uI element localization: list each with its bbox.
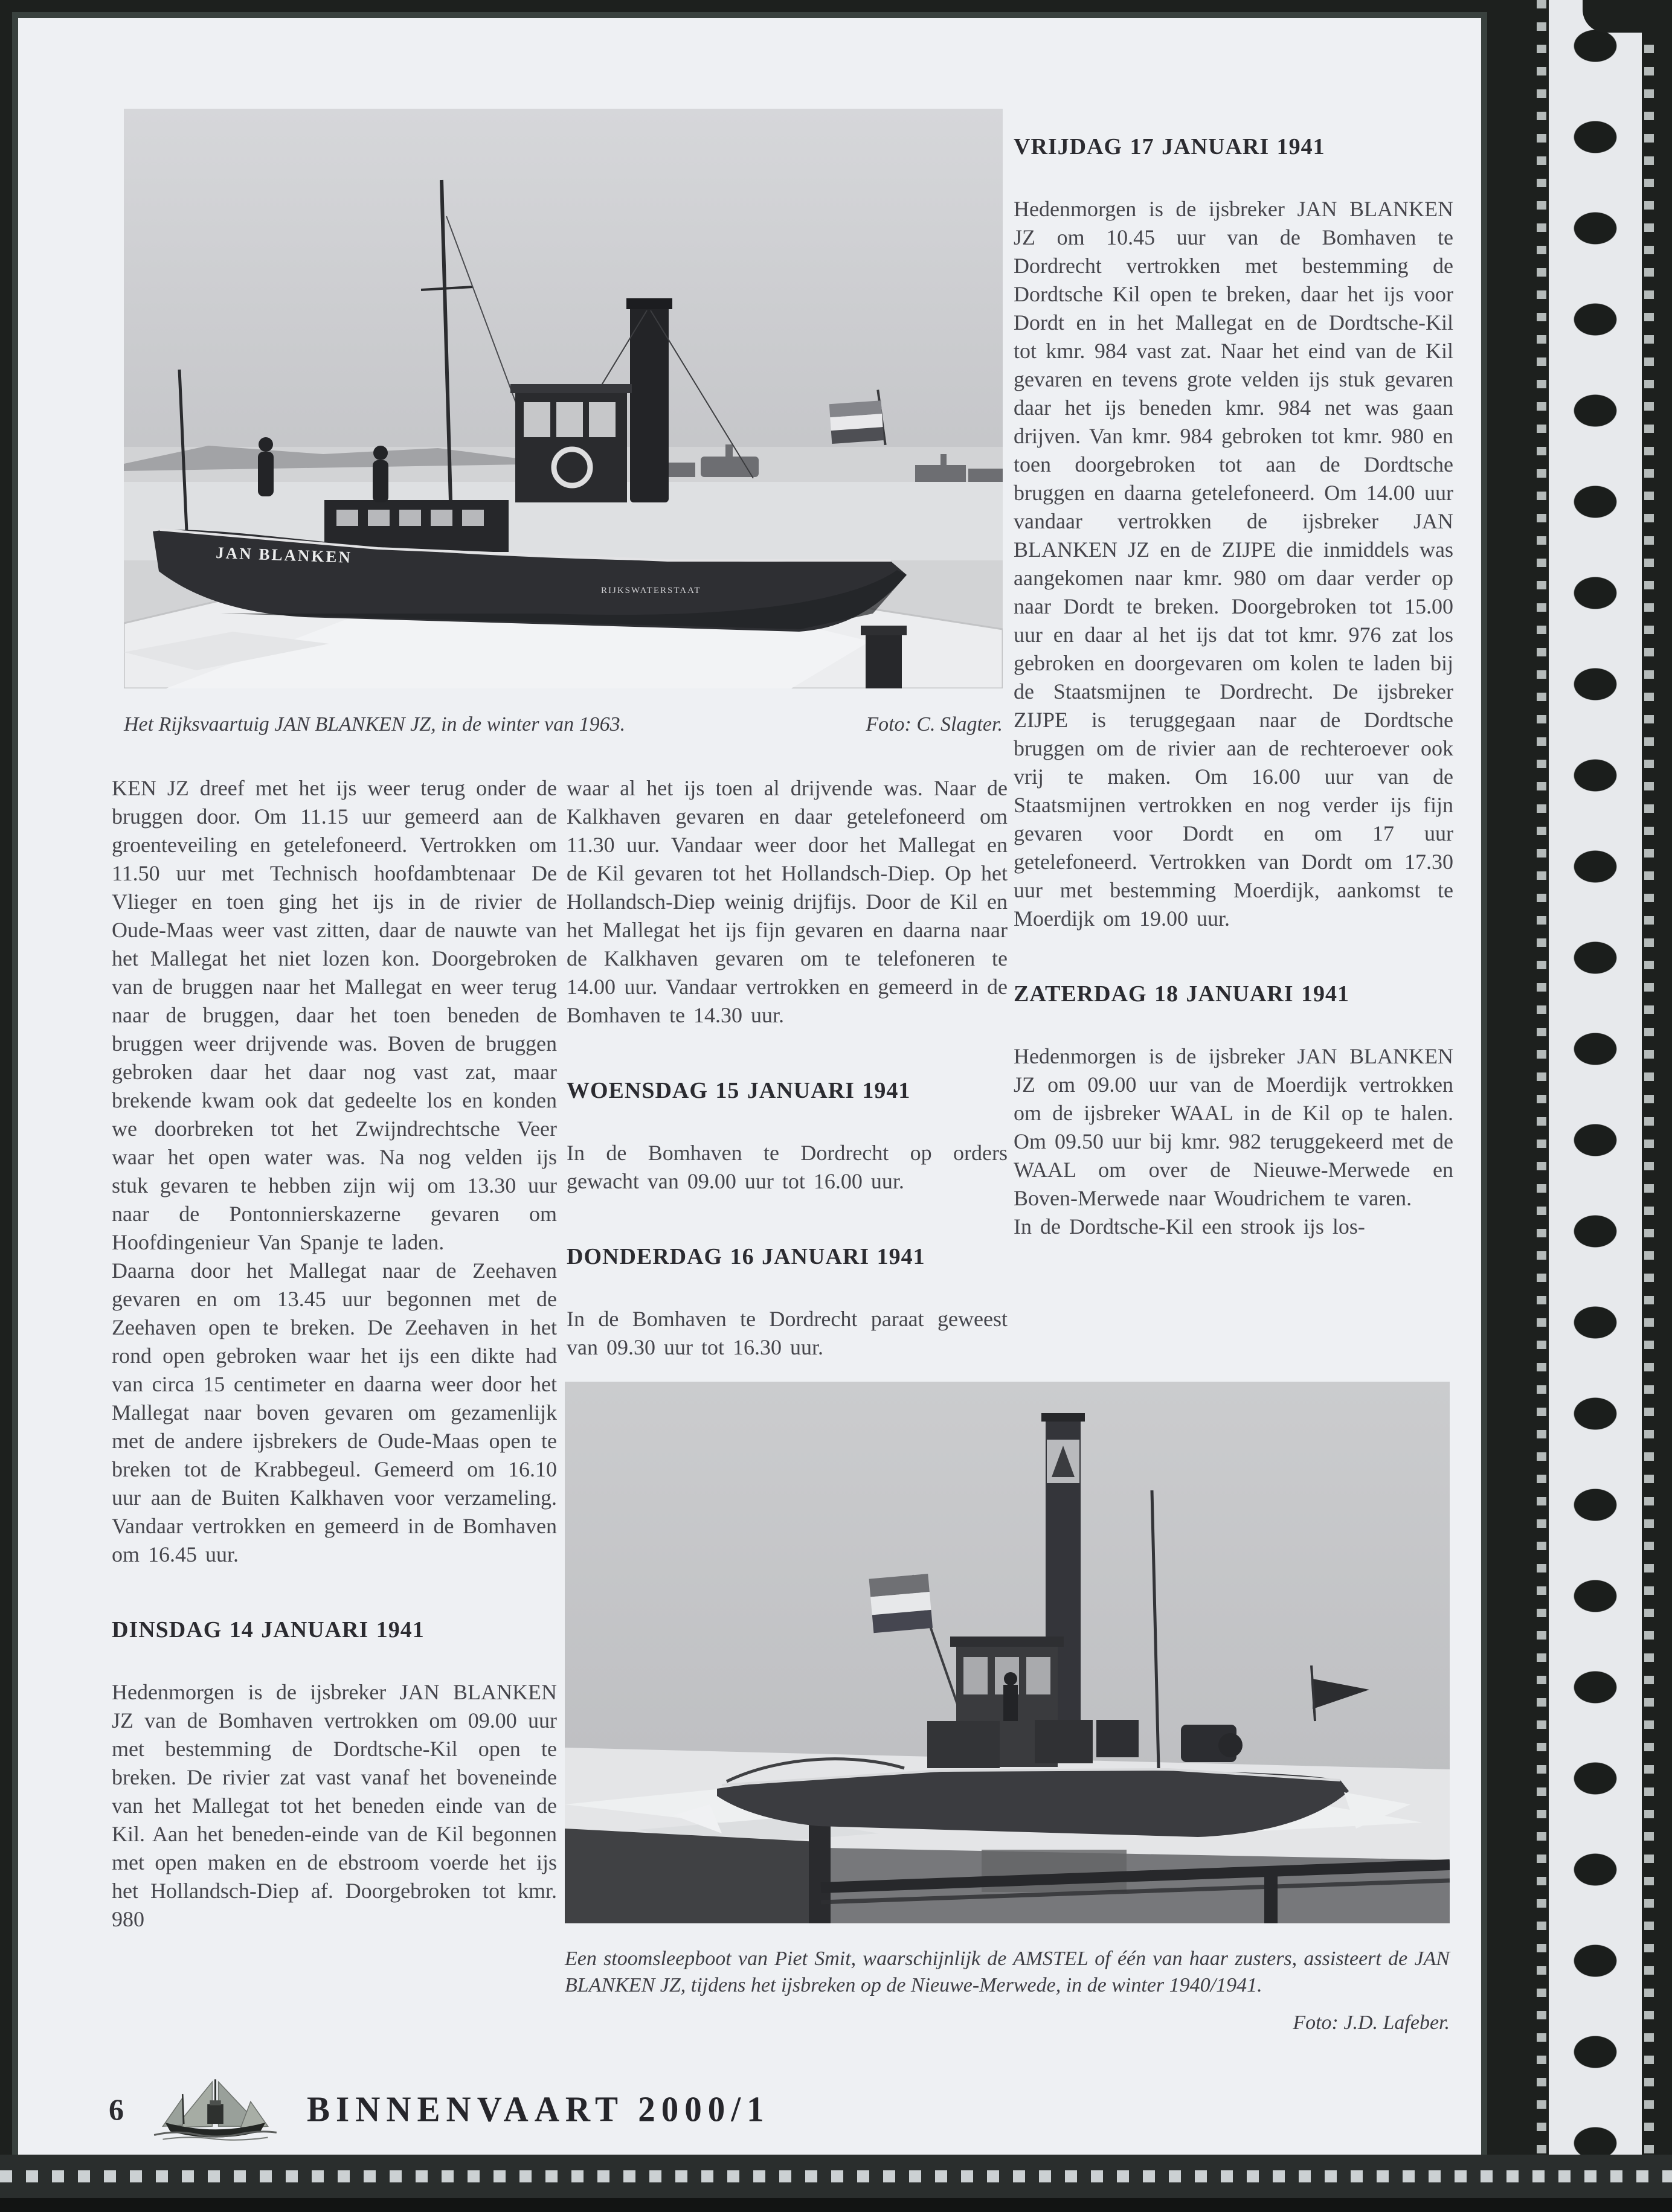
tugboat-in-ice-illustration: [124, 109, 1003, 688]
paragraph: KEN JZ dreef met het ijs weer terug onder de bruggen door. Om 11.15 uur gemeerd aan de groenteveiling en getelefoneerd. Vertrokken om 11.50 uur met Technisch hoofdambtenaar De Vlieger en toen ging het ijs in de rivier de Oude-Maas weer vast zitten, daar de nauwte van het Mallegat het niet lozen kon. Doorgebroken van de bruggen naar het Mallegat en weer terug naar de bruggen, daar het toen beneden de bruggen weer drijvende was. Boven de bruggen gebroken daar het daar nog vast zat, maar brekende kwam ook dat gedeelte los en konden we doorbreken tot het Zwijndrechtsche Veer waar het open water was. Na nog velden ijs stuk gevaren te hebben zijn wij om 13.30 uur naar de Pontonnierskazerne gevaren om Hoofdingenieur Van Spanje te laden.: [112, 776, 557, 1254]
sleeve-corner-notch: [1583, 0, 1672, 33]
text-column-3: [1014, 133, 1453, 1241]
sleeve-bottom-band: [0, 2155, 1672, 2198]
text-column-2: [567, 774, 1008, 1362]
day-heading-woensdag-15: WOENSDAG 15 JANUARI 1941: [567, 1078, 911, 1103]
paragraph: waar al het ijs toen al drijvende was. Naar de Kalkhaven gevaren en daar getelefoneerd om 11.30 uur. Vandaar weer door het Mallegat en de Kil gevaren tot het Hollandsch-Diep. Op het Hollandsch-Diep weinig drijfijs. Door de Kil en het Mallegat het ijs fijn gevaren en daarna naar de Kalkhaven gevaren om te telefoneren te 14.00 uur. Vandaar vertrokken en gemeerd in de Bomhaven te 14.30 uur.: [567, 776, 1008, 1027]
sleeve-seam-left: [1537, 0, 1546, 2212]
paragraph: Daarna door het Mallegat naar de Zeehaven gevaren en om 13.45 uur begonnen met de Zeehaven open te breken. De Zeehaven in het rond open gebroken waar het ijs een dikte had van circa 15 centimeter en daarna weer door het Mallegat naar boven gevaren om gezamenlijk met de andere ijsbrekers de Oude-Maas open te breken tot de Krabbegeul. Gemeerd om 16.10 uur aan de Buiten Kalkhaven voor verzameling. Vandaar vertrokken en gemeerd in de Bomhaven om 16.45 uur.: [112, 1258, 557, 1566]
steam-tug-illustration: [565, 1382, 1450, 1923]
paragraph: In de Bomhaven te Dordrecht op orders gewacht van 09.00 uur tot 16.00 uur.: [567, 1141, 1008, 1193]
paragraph: In de Dordtsche-Kil een strook ijs los-: [1014, 1214, 1365, 1239]
photo-credit: Foto: C. Slagter.: [866, 713, 1003, 736]
photo-top-caption: [124, 711, 1003, 738]
photo-steam-tug-1940: [565, 1382, 1450, 1923]
caption-text: Een stoomsleepboot van Piet Smit, waarschijnlijk de AMSTEL of één van haar zusters, assisteert de JAN BLANKEN JZ, tijdens het ijsbreken op de Nieuwe-Merwede, in de winter 1940/1941.: [565, 1948, 1450, 1996]
day-heading-dinsdag-14: DINSDAG 14 JANUARI 1941: [112, 1617, 425, 1643]
bollard: [866, 632, 902, 688]
paragraph: In de Bomhaven te Dordrecht paraat geweest van 09.30 uur tot 16.30 uur.: [567, 1307, 1008, 1359]
day-heading-vrijdag-17: VRIJDAG 17 JANUARI 1941: [1014, 134, 1325, 159]
day-heading-zaterdag-18: ZATERDAG 18 JANUARI 1941: [1014, 981, 1350, 1007]
page-footer: [109, 2070, 954, 2149]
page-number: 6: [109, 2092, 124, 2126]
sailing-ship-logo-icon: [150, 2075, 280, 2144]
photo-credit: Foto: J.D. Lafeber.: [1293, 2012, 1450, 2034]
sleeve-bottom-edge: [0, 2198, 1672, 2212]
magazine-title: BINNENVAART 2000/1: [307, 2089, 770, 2129]
text-column-1: [112, 774, 557, 1934]
magazine-page: [18, 18, 1481, 2155]
paragraph: Hedenmorgen is de ijsbreker JAN BLANKEN JZ om 10.45 uur van de Bomhaven te Dordrecht vertrokken met bestemming de Dordtsche Kil open te breken, daar het ijs voor Dordt en in het Mallegat en de Dordtsche-Kil tot kmr. 984 vast zat. Naar het eind van de Kil gevaren en tevens grote velden ijs stuk gevaren daar het ijs beneden kmr. 984 net was gaan drijven. Van kmr. 984 gebroken tot kmr. 980 en toen doorgebroken tot aan de Dordtsche bruggen en daarna getelefoneerd. Om 14.00 uur vandaar vertrokken de ijsbreker JAN BLANKEN JZ en de ZIJPE die inmiddels was aangekomen naar kmr. 980 om daar verder op naar Dordt te breken. Doorgebroken tot 15.00 uur en daar al het ijs dat tot kmr. 976 zat los gebroken en doorgevaren om kolen te laden bij de Staatsmijnen te Dordrecht. De ijsbreker ZIJPE is teruggegaan naar de Dordtsche bruggen om de rivier aan de rechteroever ook vrij te maken. Om 16.00 uur van de Staatsmijnen vertrokken en nog verder ijs fijn gevaren voor Dordt en om 17 uur getelefoneerd. Vertrokken van Dordt om 17.30 uur met bestemming Moerdijk, aankomst te Moerdijk om 19.00 uur.: [1014, 197, 1453, 931]
photo-bottom-caption: [565, 1946, 1450, 2036]
paragraph: Hedenmorgen is de ijsbreker JAN BLANKEN JZ van de Bomhaven vertrokken om 09.00 uur met bestemming de Dordtsche-Kil open te breken. De rivier zat vast vanaf het boveneinde van het Mallegat tot het beneden einde van de Kil. Aan het beneden-einde van de Kil begonnen met open maken en de ebstroom voerde het ijs het Hollandsch-Diep af. Doorgebroken tot kmr. 980: [112, 1680, 557, 1931]
caption-text: Het Rijksvaartuig JAN BLANKEN JZ, in de winter van 1963.: [124, 713, 626, 736]
sleeve-bottom-seam: [0, 2170, 1672, 2182]
paragraph: Hedenmorgen is de ijsbreker JAN BLANKEN JZ om 09.00 uur van de Moerdijk vertrokken om de ijsbreker WAAL in de Kil op te halen. Om 09.50 uur bij kmr. 982 teruggekeerd met de WAAL om over de Nieuwe-Merwede en Boven-Merwede naar Woudrichem te varen.: [1014, 1044, 1453, 1210]
photo-jan-blanken-1963: [124, 109, 1003, 688]
day-heading-donderdag-16: DONDERDAG 16 JANUARI 1941: [567, 1244, 925, 1269]
hull-name-text: RIJKSWATERSTAAT: [601, 586, 701, 595]
sleeve-seam-right: [1644, 0, 1654, 2212]
binder-punch-hole-strip: [1549, 0, 1642, 2212]
bow-name-text: JAN BLANKEN: [215, 543, 353, 566]
